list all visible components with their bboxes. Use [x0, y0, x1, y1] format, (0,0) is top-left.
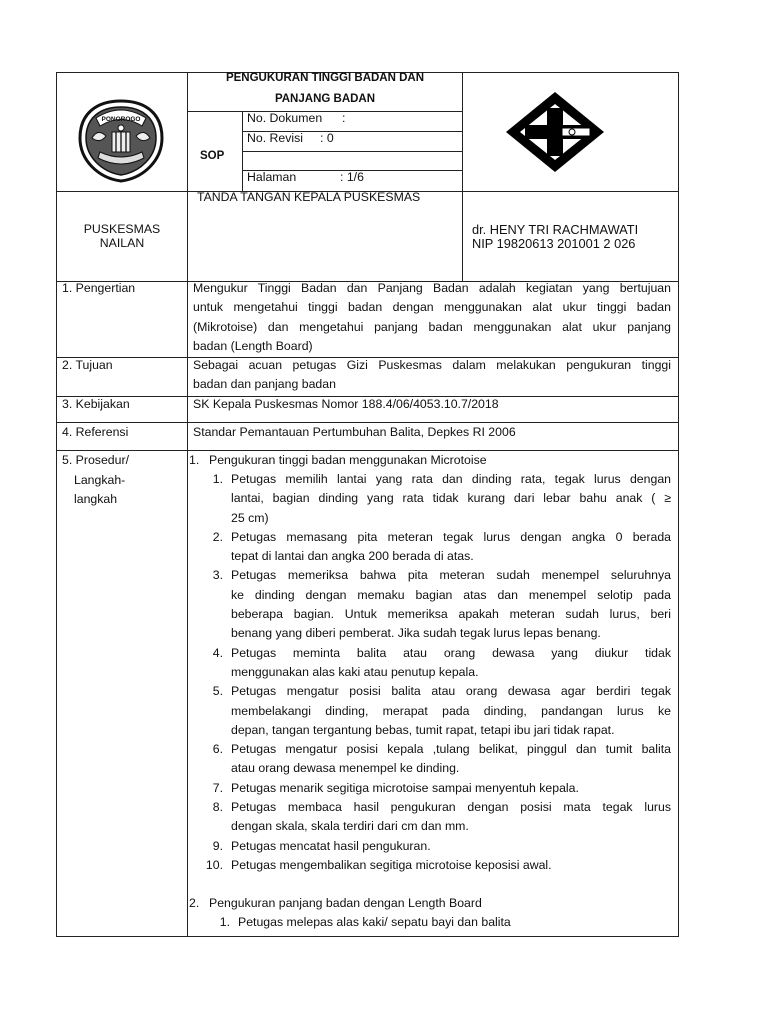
- step-line: Petugas memilih lantai yang rata dan dinding rata, tegak lurus dengan: [231, 472, 671, 486]
- step-number: 10.: [205, 857, 223, 872]
- step-line: lantai, bagian dinding yang rata tidak kurang dari lebar bahu anak ( ≥: [231, 491, 671, 506]
- step-line: beberapa bagian. Untuk memeriksa apakah meteran sudah lurus, beri: [231, 607, 671, 622]
- sop-label: SOP: [200, 150, 225, 162]
- halaman-label: Halaman: [247, 170, 297, 184]
- step-line: tepat di lantai dan angka 200 berada di atas.: [231, 549, 474, 564]
- pengertian-label: 1. Pengertian: [62, 281, 136, 295]
- document-title-line1: PENGUKURAN TINGGI BADAN DAN: [225, 72, 425, 84]
- prosedur-label-line2: Langkah-: [74, 473, 126, 487]
- step-number: 2.: [212, 529, 223, 544]
- tujuan-label: 2. Tujuan: [62, 358, 113, 372]
- puskesmas-cross-icon: [500, 88, 610, 178]
- kebijakan-text: SK Kepala Puskesmas Nomor 188.4/06/4053.10.7/2018: [193, 397, 499, 411]
- part2-steps: [205, 913, 671, 932]
- procedure-step: [205, 856, 671, 875]
- procedure-step: [205, 682, 671, 740]
- step-line: Petugas membaca hasil pengukuran dengan posisi mata tegak lurus: [231, 800, 671, 815]
- puskesmas-logo: [500, 88, 610, 178]
- step-line: Petugas mencatat hasil pengukuran.: [231, 838, 431, 853]
- kebijakan-label: 3. Kebijakan: [62, 397, 130, 411]
- signature-label: TANDA TANGAN KEPALA PUSKESMAS: [197, 190, 421, 204]
- step-line: atau orang dewasa menempel ke dinding.: [231, 761, 460, 776]
- header-divider-right: [462, 72, 463, 281]
- logo-text: PONOROGO: [101, 116, 141, 123]
- pengertian-line: untuk mengetahui tinggi badan dengan menggunakan alat ukur tinggi badan: [193, 300, 671, 315]
- tujuan-text: [193, 356, 671, 395]
- table-border-right: [678, 72, 679, 937]
- step-line: membelakangi dinding, merapat pada dinding, pandangan lurus ke: [231, 703, 671, 718]
- procedure-step: [205, 644, 671, 683]
- no-revisi-value: : 0: [320, 131, 334, 145]
- step-line: Petugas mengembalikan segitiga microtoise keposisi awal.: [231, 857, 552, 872]
- document-title-line2: PANJANG BADAN: [274, 93, 376, 105]
- step-line: menggunakan alas kaki atau penutup kepala.: [231, 664, 479, 679]
- institution-name-line1: PUSKESMAS: [83, 222, 161, 236]
- no-dokumen-value: :: [342, 111, 346, 125]
- head-nip: NIP 19820613 201001 2 026: [472, 236, 636, 251]
- pengertian-line: (Mikrotoise) dan mengetahui panjang badan menggunakan alat ukur panjang: [193, 319, 671, 334]
- institution-name-line2: NAILAN: [99, 236, 145, 250]
- step-number: 6.: [212, 742, 223, 757]
- procedure-step: [205, 837, 671, 856]
- step-line: Petugas mengatur posisi kepala ,tulang belikat, pinggul dan tumit balita: [231, 742, 671, 757]
- procedure-step: [205, 798, 671, 837]
- step-line: Petugas mengatur posisi balita atau orang dewasa agar berdiri tegak: [231, 684, 671, 699]
- step-number: 7.: [212, 780, 223, 795]
- table-border-bottom: [56, 936, 679, 937]
- no-revisi-label: No. Revisi: [247, 131, 304, 145]
- part2-title: Pengukuran panjang badan dengan Length Board: [209, 896, 482, 910]
- halaman-value: : 1/6: [340, 170, 364, 184]
- step-line: Petugas memasang pita meteran tegak lurus dengan angka 0 berada: [231, 529, 671, 544]
- ponorogo-seal-icon: [76, 98, 166, 184]
- referensi-text: Standar Pemantauan Pertumbuhan Balita, Depkes RI 2006: [193, 425, 516, 439]
- ponorogo-logo: [76, 98, 166, 184]
- tujuan-line: badan dan panjang badan: [193, 377, 336, 392]
- prosedur-label-line1: 5. Prosedur/: [62, 453, 129, 467]
- step-number: 4.: [212, 645, 223, 660]
- tujuan-line: Sebagai acuan petugas Gizi Puskesmas dalam melakukan pengukuran tinggi: [193, 358, 671, 372]
- procedure-step: [205, 913, 671, 932]
- column-divider: [187, 72, 188, 937]
- step-line: Petugas melepas alas kaki/ sepatu bayi dan balita: [238, 915, 511, 929]
- head-name: dr. HENY TRI RACHMAWATI: [472, 222, 639, 237]
- prosedur-label-line3: langkah: [74, 492, 118, 506]
- step-line: 25 cm): [231, 510, 269, 525]
- procedure-step: [205, 566, 671, 643]
- referensi-label: 4. Referensi: [62, 425, 129, 439]
- step-line: depan, tangan tergantung bebas, tumit rapat, tetapi ibu jari tidak rapat.: [231, 722, 615, 737]
- step-number: 5.: [212, 684, 223, 699]
- field-line-2: [242, 151, 463, 152]
- part1-number: 1.: [189, 453, 200, 467]
- title-underline: [187, 111, 463, 112]
- step-number: 9.: [212, 838, 223, 853]
- procedure-step: [205, 740, 671, 779]
- step-number: 1.: [212, 472, 223, 486]
- step-line: dengan skala, skala terdiri dari cm dan mm.: [231, 819, 469, 834]
- part2-number: 2.: [189, 896, 200, 910]
- step-line: Petugas memeriksa bahwa pita meteran sudah menempel seluruhnya: [231, 568, 671, 583]
- no-dokumen-label: No. Dokumen: [247, 111, 323, 125]
- step-line: benang yang diberi pemberat. Jika sudah tegak lurus lepas benang.: [231, 626, 601, 641]
- pengertian-line: Mengukur Tinggi Badan dan Panjang Badan adalah kegiatan yang bertujuan: [193, 281, 671, 295]
- procedure-step: [205, 470, 671, 528]
- procedure-step: [205, 779, 671, 798]
- pengertian-text: [193, 279, 671, 356]
- table-border-left: [56, 72, 57, 937]
- step-number: 3.: [212, 568, 223, 583]
- step-line: Petugas menarik segitiga microtoise sampai menyentuh kepala.: [231, 780, 579, 795]
- step-number: 8.: [212, 800, 223, 815]
- part1-title: Pengukuran tinggi badan menggunakan Microtoise: [209, 453, 487, 467]
- step-line: ke dinding dengan memaku bagian atas dan menempel selotip pada: [231, 587, 671, 602]
- step-line: Petugas meminta balita atau orang dewasa yang diukur tidak: [231, 645, 671, 660]
- procedure-step: [205, 528, 671, 567]
- pengertian-line: badan (Length Board): [193, 338, 313, 353]
- part1-steps: [205, 470, 671, 875]
- step-number: 1.: [219, 915, 230, 929]
